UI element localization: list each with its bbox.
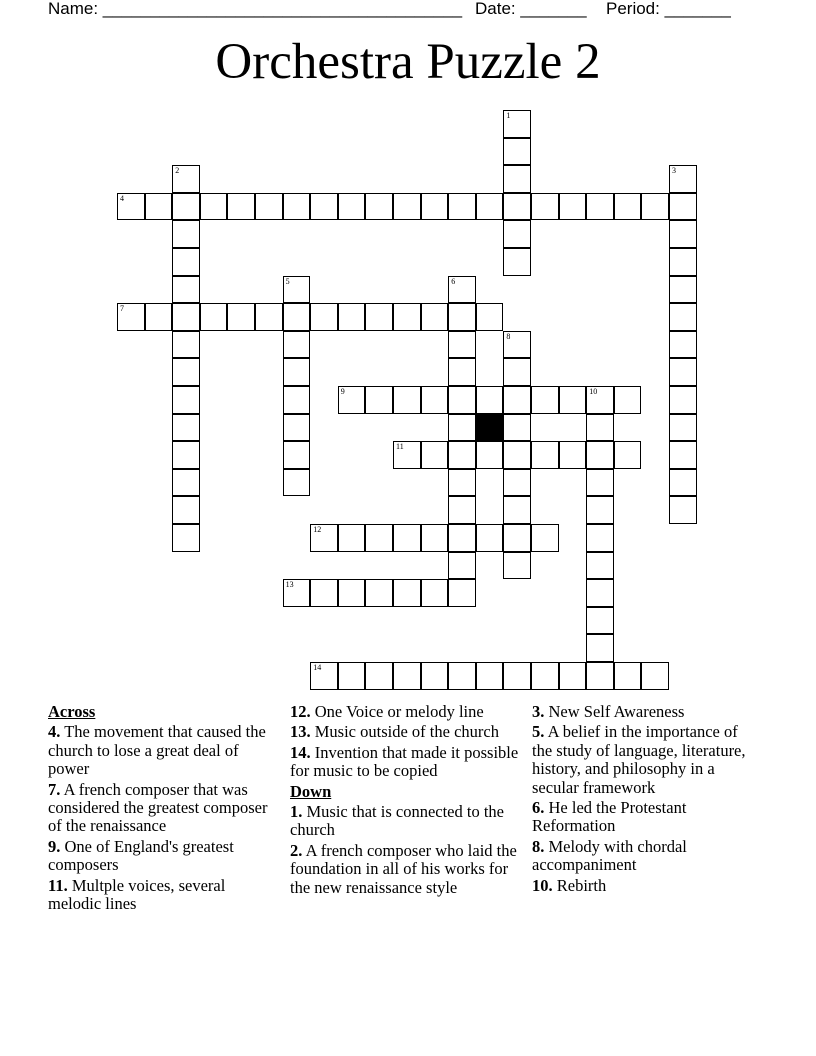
grid-cell[interactable] (283, 303, 311, 331)
grid-cell[interactable] (586, 193, 614, 221)
grid-cell[interactable] (531, 386, 559, 414)
grid-cell[interactable] (669, 276, 697, 304)
grid-cell[interactable] (172, 414, 200, 442)
grid-cell[interactable] (448, 524, 476, 552)
grid-cell[interactable] (614, 193, 642, 221)
grid-cell[interactable] (338, 303, 366, 331)
grid-cell[interactable] (586, 634, 614, 662)
clue-across-9: 9. One of England's greatest composers (48, 836, 234, 875)
grid-cell[interactable] (421, 441, 449, 469)
clue-number: 11 (396, 442, 404, 452)
clue-number: 9 (340, 387, 345, 396)
grid-cell[interactable] (448, 414, 476, 442)
grid-cell[interactable] (503, 386, 531, 414)
grid-cell[interactable] (283, 193, 311, 221)
grid-cell[interactable] (669, 386, 697, 414)
grid-cell[interactable] (559, 193, 587, 221)
grid-cell[interactable] (476, 441, 504, 469)
grid-cell[interactable] (310, 303, 338, 331)
grid-cell[interactable] (283, 331, 311, 359)
clue-number: 7 (120, 304, 124, 314)
grid-cell[interactable] (476, 193, 504, 221)
grid-cell[interactable] (669, 469, 697, 497)
clue-number: 13 (285, 580, 294, 590)
clue-down-2: 2. A french composer who laid the foundation in all of his works for the new renaissance style (290, 840, 517, 897)
grid-cell[interactable] (283, 386, 311, 414)
grid-cell[interactable] (227, 303, 255, 331)
grid-cell[interactable] (531, 524, 559, 552)
grid-cell[interactable] (255, 303, 283, 331)
grid-cell[interactable] (421, 386, 449, 414)
grid-cell[interactable] (200, 193, 228, 221)
grid-cell[interactable] (669, 193, 697, 221)
grid-cell[interactable] (172, 276, 200, 304)
grid-cell[interactable] (283, 441, 311, 469)
grid-cell[interactable] (172, 469, 200, 497)
grid-cell[interactable] (227, 193, 255, 221)
grid-cell[interactable] (448, 193, 476, 221)
grid-cell[interactable] (172, 386, 200, 414)
clue-down-5: 5. A belief in the importance of the study of language, literature, history, and philosophy in a secular framework (532, 722, 746, 797)
grid-cell[interactable] (117, 303, 145, 331)
grid-cell[interactable] (503, 193, 531, 221)
grid-cell[interactable] (283, 414, 311, 442)
grid-cell[interactable] (503, 552, 531, 580)
grid-cell[interactable] (448, 552, 476, 580)
grid-cell[interactable] (393, 193, 421, 221)
grid-cell[interactable] (476, 386, 504, 414)
grid-cell[interactable] (310, 579, 338, 607)
grid-cell[interactable] (448, 469, 476, 497)
grid-cell[interactable] (365, 524, 393, 552)
grid-cell[interactable] (614, 662, 642, 690)
grid-cell[interactable] (393, 662, 421, 690)
grid-cell[interactable] (614, 441, 642, 469)
grid-cell[interactable] (172, 248, 200, 276)
grid-cell[interactable] (200, 303, 228, 331)
grid-cell[interactable] (365, 303, 393, 331)
grid-cell[interactable] (393, 441, 421, 469)
clue-down-8: 8. Melody with chordal accompaniment (532, 836, 687, 875)
down-heading: Down (290, 781, 332, 801)
grid-cell[interactable] (586, 414, 614, 442)
clue-across-4: 4. The movement that caused the church to lose a great deal of power (48, 722, 266, 779)
grid-cell[interactable] (586, 386, 614, 414)
grid-cell[interactable] (586, 524, 614, 552)
grid-cell[interactable] (172, 524, 200, 552)
grid-cell[interactable] (448, 579, 476, 607)
grid-cell[interactable] (145, 303, 173, 331)
clues-column-3 (532, 703, 747, 897)
grid-cell[interactable] (669, 358, 697, 386)
grid-cell[interactable] (476, 524, 504, 552)
grid-cell[interactable] (669, 331, 697, 359)
grid-cell[interactable] (393, 579, 421, 607)
grid-cell[interactable] (310, 662, 338, 690)
grid-cell[interactable] (421, 524, 449, 552)
grid-cell[interactable] (172, 358, 200, 386)
clue-down-10: 10. Rebirth (532, 875, 607, 895)
grid-cell[interactable] (503, 496, 531, 524)
grid-cell[interactable] (172, 496, 200, 524)
clue-down-1: 1. Music that is connected to the church (290, 802, 504, 840)
clues-column-1 (48, 703, 273, 915)
grid-cell[interactable] (559, 441, 587, 469)
grid-cell[interactable] (421, 303, 449, 331)
grid-cell[interactable] (669, 441, 697, 469)
grid-cell[interactable] (586, 441, 614, 469)
grid-cell[interactable] (669, 165, 697, 193)
grid-cell[interactable] (641, 193, 669, 221)
grid-cell[interactable] (172, 441, 200, 469)
grid-cell[interactable] (586, 496, 614, 524)
clue-across-7: 7. A french composer that was considered the greatest composer of the renaissance (48, 779, 268, 836)
grid-cell[interactable] (586, 662, 614, 690)
grid-cell[interactable] (310, 193, 338, 221)
grid-cell[interactable] (586, 552, 614, 580)
page-title: Orchestra Puzzle 2 (215, 34, 601, 90)
grid-cell[interactable] (503, 220, 531, 248)
grid-cell[interactable] (448, 441, 476, 469)
clue-number: 5 (285, 276, 290, 286)
grid-cell[interactable] (559, 386, 587, 414)
grid-cell[interactable] (448, 276, 476, 304)
grid-cell[interactable] (503, 331, 531, 359)
grid-cell[interactable] (503, 248, 531, 276)
grid-cell[interactable] (531, 441, 559, 469)
grid-cell[interactable] (421, 193, 449, 221)
grid-cell[interactable] (365, 579, 393, 607)
grid-cell[interactable] (365, 193, 393, 221)
grid-cell[interactable] (503, 441, 531, 469)
grid-cell[interactable] (365, 386, 393, 414)
clue-number: 10 (589, 387, 598, 396)
clue-number: 12 (313, 525, 322, 534)
grid-cell[interactable] (503, 165, 531, 193)
grid-cell[interactable] (503, 662, 531, 690)
grid-cell[interactable] (669, 303, 697, 331)
grid-cell[interactable] (448, 386, 476, 414)
grid-cell[interactable] (503, 110, 531, 138)
clue-across-11: 11. Multple voices, several melodic lines (48, 875, 226, 914)
grid-cell[interactable] (283, 579, 311, 607)
grid-cell[interactable] (338, 579, 366, 607)
grid-cell[interactable] (448, 358, 476, 386)
grid-cell[interactable] (283, 358, 311, 386)
grid-cell[interactable] (503, 414, 531, 442)
clue-number: 14 (313, 663, 322, 672)
grid-cell[interactable] (172, 220, 200, 248)
grid-cell[interactable] (531, 193, 559, 221)
grid-cell[interactable] (172, 331, 200, 359)
grid-cell[interactable] (117, 193, 145, 221)
grid-cell[interactable] (145, 193, 173, 221)
grid-cell[interactable] (503, 138, 531, 166)
grid-cell[interactable] (448, 331, 476, 359)
grid-cell-black (476, 414, 504, 442)
clue-number: 4 (120, 193, 124, 203)
grid-cell[interactable] (448, 662, 476, 690)
clue-number: 6 (451, 276, 456, 286)
grid-cell[interactable] (421, 579, 449, 607)
across-heading: Across (48, 702, 96, 721)
grid-cell[interactable] (338, 386, 366, 414)
clue-across-14: 14. Invention that made it possible for music to be copied (290, 742, 519, 781)
clue-number: 2 (175, 166, 180, 176)
clue-number: 8 (506, 331, 511, 341)
grid-cell[interactable] (586, 607, 614, 635)
grid-cell[interactable] (172, 165, 200, 193)
clue-number: 1 (506, 111, 511, 120)
grid-cell[interactable] (586, 469, 614, 497)
grid-cell[interactable] (448, 303, 476, 331)
clue-down-3: 3. New Self Awareness (532, 702, 685, 721)
clue-across-12: 12. One Voice or melody line (290, 702, 484, 721)
grid-cell[interactable] (283, 469, 311, 497)
grid-cell[interactable] (586, 579, 614, 607)
grid-cell[interactable] (365, 662, 393, 690)
grid-cell[interactable] (172, 303, 200, 331)
grid-cell[interactable] (172, 193, 200, 221)
grid-cell[interactable] (641, 662, 669, 690)
period-field[interactable]: Period: _______ (606, 0, 731, 18)
grid-cell[interactable] (393, 386, 421, 414)
grid-cell[interactable] (559, 662, 587, 690)
grid-cell[interactable] (476, 662, 504, 690)
grid-cell[interactable] (393, 303, 421, 331)
grid-cell[interactable] (255, 193, 283, 221)
grid-cell[interactable] (669, 496, 697, 524)
grid-cell[interactable] (393, 524, 421, 552)
clue-across-13: 13. Music outside of the church (290, 722, 499, 742)
grid-cell[interactable] (338, 662, 366, 690)
grid-cell[interactable] (283, 276, 311, 304)
grid-cell[interactable] (476, 303, 504, 331)
grid-cell[interactable] (448, 496, 476, 524)
grid-cell[interactable] (669, 248, 697, 276)
grid-cell[interactable] (614, 386, 642, 414)
grid-cell[interactable] (531, 662, 559, 690)
grid-cell[interactable] (421, 662, 449, 690)
grid-cell[interactable] (310, 524, 338, 552)
clues-column-2 (290, 703, 530, 899)
clue-number: 3 (672, 166, 676, 176)
grid-cell[interactable] (503, 469, 531, 497)
clue-down-6: 6. He led the Protestant Reformation (532, 798, 687, 836)
grid-cell[interactable] (338, 193, 366, 221)
grid-cell[interactable] (503, 524, 531, 552)
grid-cell[interactable] (669, 414, 697, 442)
grid-cell[interactable] (338, 524, 366, 552)
grid-cell[interactable] (669, 220, 697, 248)
date-field[interactable]: Date: _______ (475, 0, 587, 18)
grid-cell[interactable] (503, 358, 531, 386)
name-field[interactable]: Name: ______________________________________ (48, 0, 463, 18)
